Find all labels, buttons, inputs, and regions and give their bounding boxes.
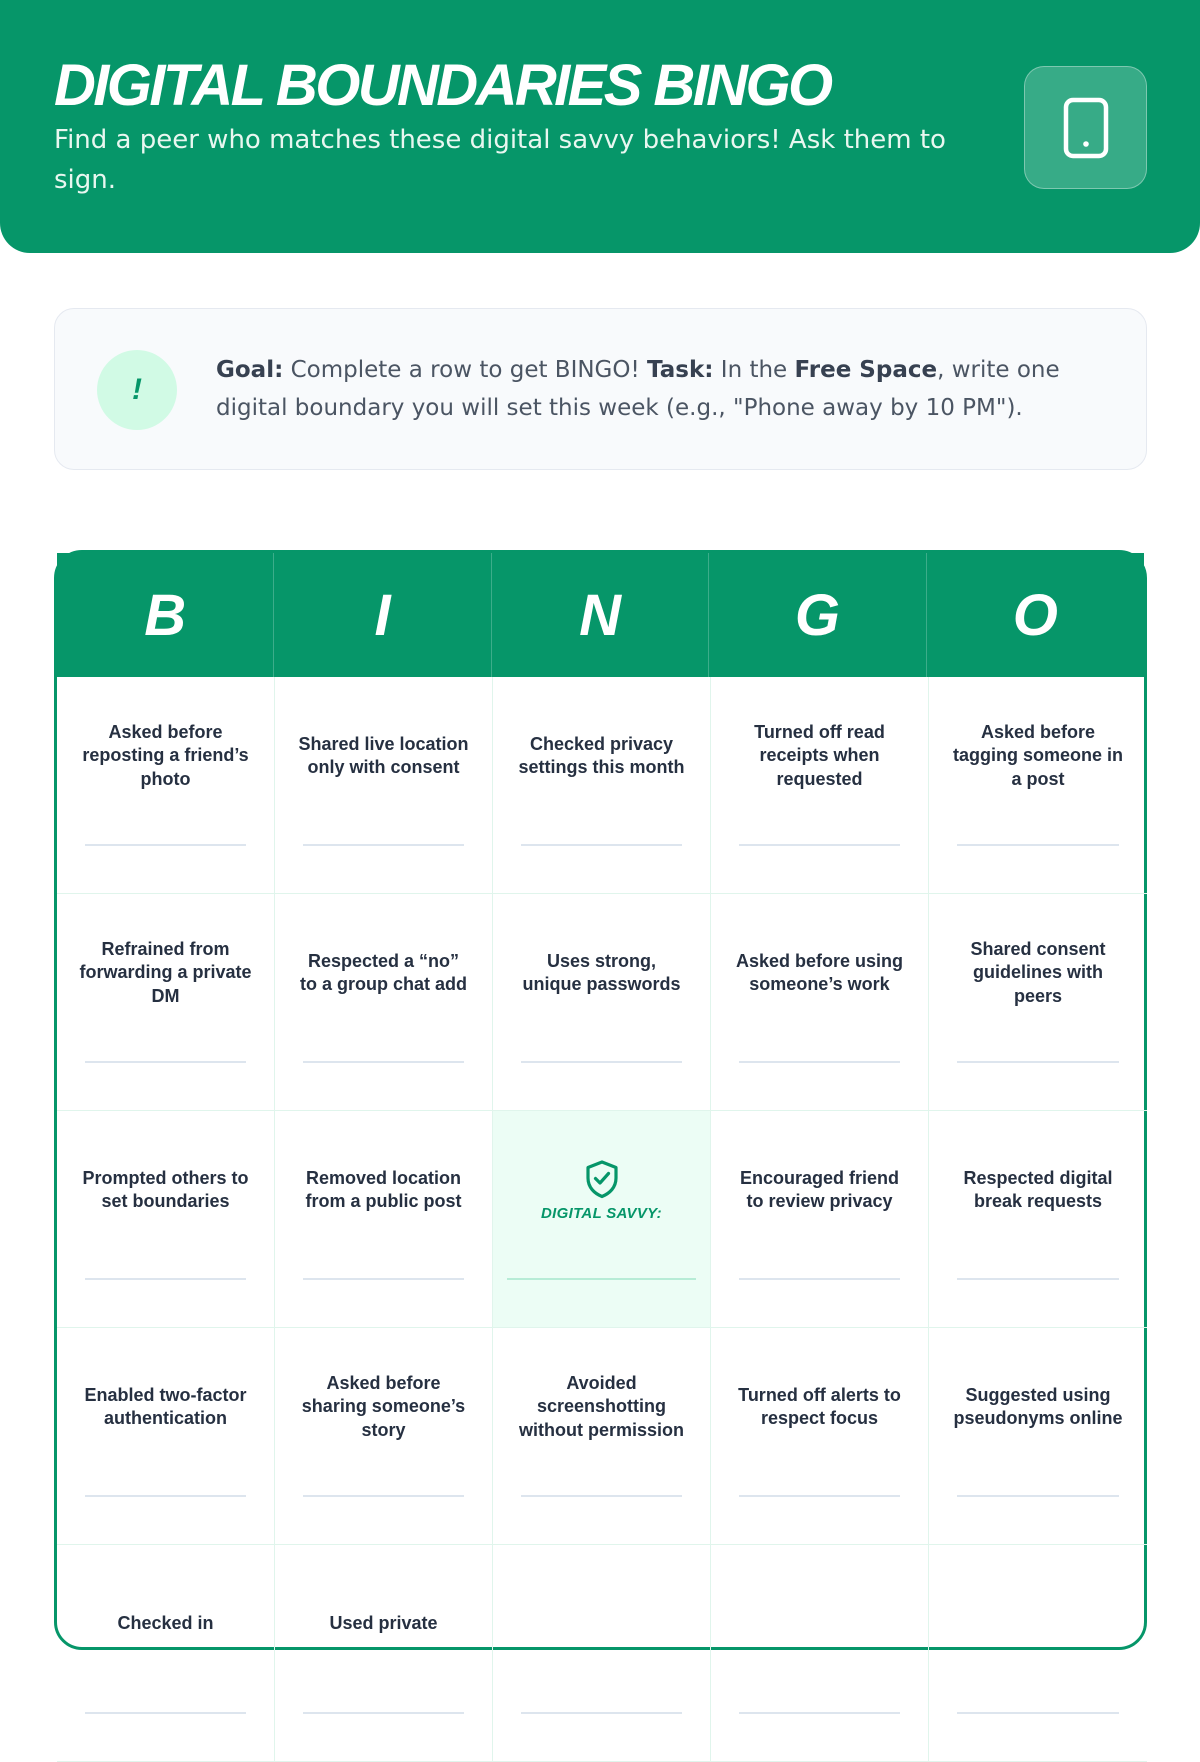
signature-line[interactable]: [739, 1061, 900, 1063]
exclamation-icon: !: [97, 350, 177, 430]
bingo-cell[interactable]: [275, 1328, 493, 1545]
bingo-cell-text: Asked before tagging someone in a post: [952, 721, 1123, 789]
bingo-cell[interactable]: [275, 1545, 493, 1762]
goal-instructions: [216, 351, 1116, 427]
column-letter-g: G: [709, 553, 926, 677]
signature-line[interactable]: [85, 1495, 246, 1497]
signature-line[interactable]: [85, 1712, 246, 1714]
signature-line[interactable]: [957, 1712, 1119, 1714]
bingo-cell-text: Checked privacy settings this month: [518, 733, 685, 777]
bingo-cell[interactable]: [57, 1545, 275, 1762]
bingo-cell[interactable]: [711, 1111, 929, 1328]
signature-line[interactable]: [303, 1061, 464, 1063]
bingo-cell-text: Uses strong, unique passwords: [522, 950, 681, 994]
bingo-cell[interactable]: [929, 1545, 1147, 1762]
smartphone-icon: [1024, 66, 1147, 189]
bingo-cell-text: Refrained from forwarding a private DM: [79, 938, 252, 1006]
column-letter-b: B: [57, 553, 274, 677]
bingo-cell-text: Respected digital break requests: [963, 1167, 1113, 1211]
bingo-cell-text: Turned off read receipts when requested: [754, 721, 885, 789]
bingo-cell-text: Shared live location only with consent: [298, 733, 469, 777]
bingo-cell[interactable]: [57, 894, 275, 1111]
column-letter-n: N: [492, 553, 709, 677]
task-text-end: , write one digital boundary you will set this week (e.g., "Phone away by 10 PM").: [216, 357, 1060, 421]
bingo-cell-text: Asked before using someone’s work: [735, 950, 904, 994]
bingo-grid: [57, 677, 1144, 1762]
signature-line[interactable]: [85, 1278, 246, 1280]
goal-card: [54, 308, 1147, 470]
column-letter-o: O: [1012, 582, 1058, 648]
bingo-cell-text: Shared consent guidelines with peers: [970, 938, 1106, 1006]
signature-line[interactable]: [957, 1495, 1119, 1497]
bingo-cell-text: [515, 1545, 688, 1703]
task-text: In the: [713, 357, 795, 383]
bingo-cell[interactable]: [711, 894, 929, 1111]
signature-line[interactable]: [957, 844, 1119, 846]
bingo-cell[interactable]: [711, 677, 929, 894]
signature-line[interactable]: [85, 844, 246, 846]
bingo-board: [54, 550, 1147, 1650]
bingo-cell[interactable]: [57, 1328, 275, 1545]
bingo-cell-text: Asked before reposting a friend’s photo: [82, 721, 249, 789]
bingo-header-row: [57, 553, 1144, 677]
bingo-cell[interactable]: [711, 1328, 929, 1545]
signature-line[interactable]: [739, 1712, 900, 1714]
signature-line[interactable]: [303, 1278, 464, 1280]
header-banner: [0, 0, 1200, 253]
bingo-cell[interactable]: [275, 677, 493, 894]
bingo-cell-text: [733, 1545, 906, 1703]
bingo-cell[interactable]: [57, 1111, 275, 1328]
free-space-content: [493, 1111, 710, 1269]
signature-line[interactable]: [521, 844, 682, 846]
signature-line[interactable]: [303, 844, 464, 846]
bingo-cell[interactable]: [929, 677, 1147, 894]
task-label: Task:: [647, 357, 714, 383]
bingo-cell-text: Avoided screenshotting without permission: [518, 1372, 684, 1440]
bingo-cell-text: Checked in: [117, 1613, 214, 1634]
free-space-label: DIGITAL SAVVY:: [541, 1204, 662, 1222]
signature-line[interactable]: [957, 1061, 1119, 1063]
bingo-cell[interactable]: [275, 894, 493, 1111]
bingo-cell[interactable]: [493, 1328, 711, 1545]
signature-line[interactable]: [521, 1061, 682, 1063]
bingo-cell[interactable]: [493, 1545, 711, 1762]
goal-label: Goal:: [216, 357, 284, 383]
signature-line[interactable]: [85, 1061, 246, 1063]
free-space-label: Free Space: [794, 357, 938, 383]
bingo-cell-text: Enabled two-factor authentication: [84, 1384, 247, 1428]
bingo-cell-text: Removed location from a public post: [305, 1167, 462, 1211]
signature-line[interactable]: [739, 1495, 900, 1497]
bingo-cell[interactable]: [929, 1111, 1147, 1328]
bingo-cell-text: Respected a “no” to a group chat add: [299, 950, 467, 994]
bingo-cell[interactable]: [57, 677, 275, 894]
bingo-cell[interactable]: [493, 894, 711, 1111]
signature-line[interactable]: [303, 1712, 464, 1714]
bingo-cell[interactable]: [929, 894, 1147, 1111]
bingo-cell-text: Turned off alerts to respect focus: [738, 1384, 901, 1428]
bingo-cell-text: [951, 1545, 1125, 1703]
signature-line[interactable]: [739, 1278, 900, 1280]
bingo-cell[interactable]: [275, 1111, 493, 1328]
signature-line[interactable]: [521, 1495, 682, 1497]
goal-text: Complete a row to get BINGO!: [283, 357, 648, 383]
bingo-cell-text: Encouraged friend to review privacy: [739, 1167, 900, 1211]
bingo-cell[interactable]: [929, 1328, 1147, 1545]
signature-line[interactable]: [739, 844, 900, 846]
signature-line[interactable]: [957, 1278, 1119, 1280]
column-letter-i: I: [274, 553, 491, 677]
bingo-cell-text: Suggested using pseudonyms online: [953, 1384, 1123, 1428]
signature-line[interactable]: [507, 1278, 696, 1280]
signature-line[interactable]: [521, 1712, 682, 1714]
signature-line[interactable]: [303, 1495, 464, 1497]
bingo-cell-text: Prompted others to set boundaries: [82, 1167, 249, 1211]
page-subtitle: Find a peer who matches these digital savvy behaviors! Ask them to sign.: [54, 125, 946, 195]
bingo-cell[interactable]: [711, 1545, 929, 1762]
bingo-cell-text: Asked before sharing someone’s story: [301, 1372, 466, 1440]
bingo-cell[interactable]: [493, 677, 711, 894]
bingo-cell-text: Used private: [329, 1613, 438, 1634]
shield-check-icon: [585, 1159, 619, 1199]
free-space-cell[interactable]: [493, 1111, 711, 1328]
page-title: DIGITAL BOUNDARIES BINGO: [54, 53, 831, 118]
